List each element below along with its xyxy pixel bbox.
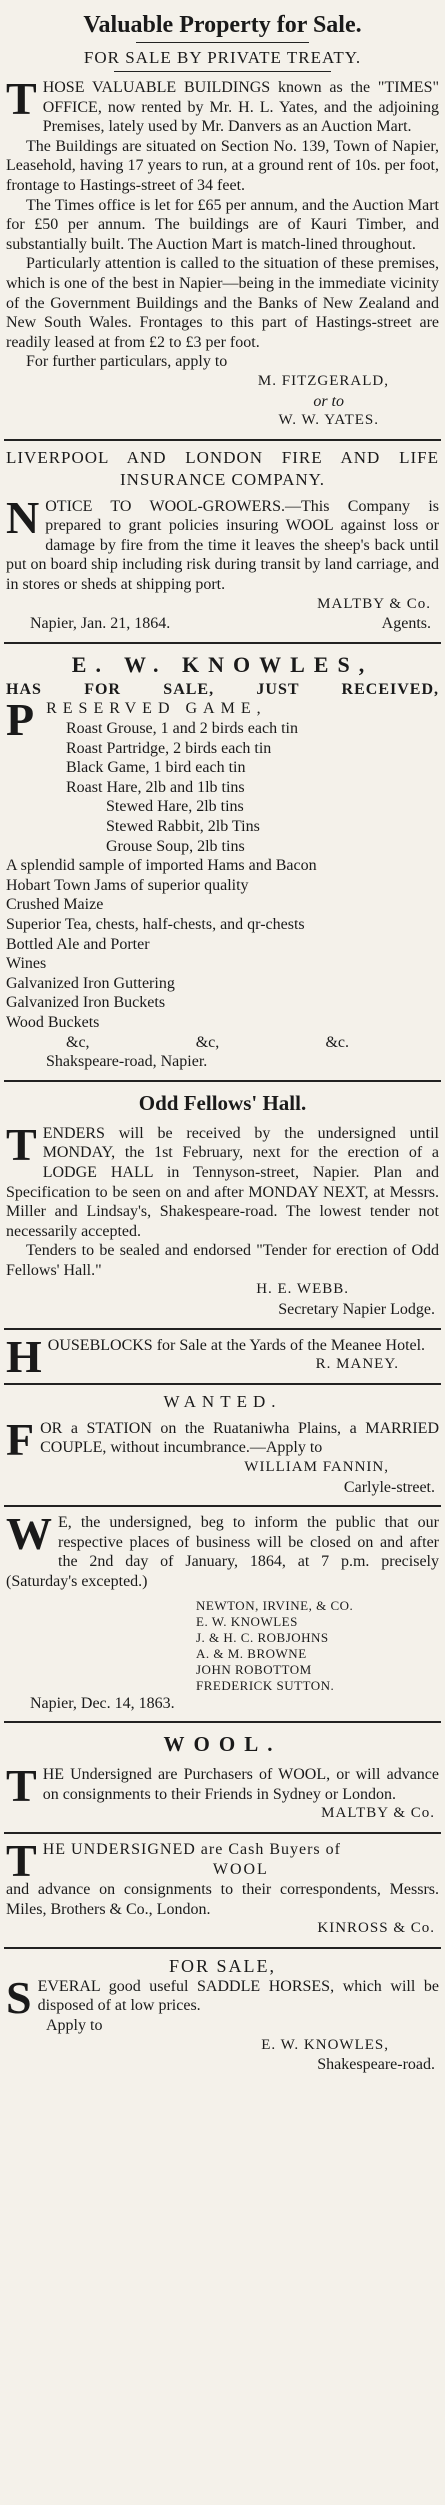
etc: &c. (325, 1033, 349, 1051)
signer: E. W. KNOWLES (196, 1613, 298, 1629)
list-item: Black Game, 1 bird each tin (66, 759, 246, 777)
agents-label: Agents. (381, 615, 431, 633)
signature: E. W. KNOWLES, (261, 2036, 389, 2053)
signer: JOHN ROBOTTOM (196, 1661, 312, 1677)
list-item: Stewed Hare, 2lb tins (106, 798, 244, 816)
divider (4, 1721, 441, 1723)
paragraph: Tenders to be sealed and endorsed "Tender for erection of Odd Fellows' Hall." (6, 1242, 439, 1279)
address: Shakspeare-road, Napier. (46, 1053, 208, 1071)
ad-title: Odd Fellows' Hall. (138, 1090, 307, 1115)
wool-word: WOOL (212, 1860, 269, 1878)
etc-row (6, 1033, 439, 1053)
list-item: Wines (6, 955, 47, 973)
list-item: A splendid sample of imported Hams and Bacon (6, 857, 317, 875)
signature-address: Carlyle-street. (343, 1478, 435, 1496)
ad-subtitle: FOR SALE BY PRIVATE TREATY. (83, 48, 362, 67)
paragraph: For further particulars, apply to (26, 353, 228, 371)
paragraph: Particularly attention is called to the situation of these premises, which is one of the best in Napier—being in the immediate vicinity of the Government Buildings and the Banks of New Zealand and New South Wales. Frontages to this part of Hastings-street are readily leased at from £2 to £3 per foot. (6, 255, 439, 351)
paragraph: EVERAL good useful SADDLE HORSES, which will be disposed of at low prices. (37, 1977, 439, 2015)
etc: &c, (195, 1033, 220, 1051)
drop-cap: T (6, 1760, 37, 1812)
signature-or: or to (313, 392, 344, 410)
drop-cap: F (6, 1413, 35, 1465)
paragraph: HE Undersigned are Purchasers of WOOL, or will advance on consignments to their Friends in Sydney or London. (42, 1766, 439, 1803)
signature-address: Shakespeare-road. (317, 2056, 435, 2074)
signature: WILLIAM FANNIN, (244, 1459, 389, 1476)
drop-cap: P (6, 694, 41, 746)
ad-houseblocks (4, 1332, 441, 1381)
list-item: Wood Buckets (6, 1013, 100, 1031)
paragraph: ENDERS will be received by the undersigned until MONDAY, the 1st February, next for the erection of a LODGE HALL in Tennyson-street, Napier. Plan and Specification to be seen on and after MONDAY NEXT, at Messrs. Miller and Lindsay's, Shakespeare-road. The lowest tender not necessarily accepted. (6, 1124, 439, 1240)
list-item: Crushed Maize (6, 896, 104, 914)
drop-cap: T (6, 1118, 37, 1170)
signature: KINROSS & Co. (317, 1920, 435, 1937)
divider (4, 1080, 441, 1082)
paragraph: E, the undersigned, beg to inform the public that our respective places of business will be closed on and after the 2nd day of January, 1864, at 7 p.m. precisely (Saturday's excepted.) (6, 1514, 439, 1590)
has-for-sale: HAS FOR SALE, JUST RECEIVED, (6, 680, 439, 698)
divider (4, 1505, 441, 1507)
divider (114, 71, 331, 72)
list-item: Stewed Rabbit, 2lb Tins (106, 818, 260, 835)
ad-title: WOOL. (163, 1732, 282, 1757)
divider (4, 1328, 441, 1330)
ad-knowles-goods (4, 646, 441, 1078)
ad-title: Valuable Property for Sale. (83, 12, 362, 38)
list-item: Grouse Soup, 2lb tins (106, 837, 245, 855)
signature-title: Secretary Napier Lodge. (278, 1301, 435, 1319)
signature: MALTBY & Co. (317, 595, 431, 612)
divider (4, 1832, 441, 1834)
ad-title: LIVERPOOL AND LONDON FIRE AND LIFE INSURANCE COMPANY. (6, 447, 439, 489)
signature: M. FITZGERALD, (257, 372, 389, 389)
ad-title: FOR SALE, (168, 1955, 276, 1976)
ad-cash-buyers (4, 1836, 441, 1945)
item-list (6, 797, 439, 856)
signature: W. W. YATES. (278, 412, 379, 429)
drop-cap: S (6, 1971, 32, 2023)
paragraph: and advance on consignments to their correspondents, Messrs. Miles, Brothers & Co., London. (6, 1880, 439, 1918)
list-item: Superior Tea, chests, half-chests, and qr-chests (6, 915, 305, 933)
place-date-row (6, 614, 439, 634)
divider (4, 1947, 441, 1949)
divider (4, 1383, 441, 1385)
signer: J. & H. C. ROBJOHNS (196, 1629, 329, 1645)
drop-cap: N (6, 491, 40, 543)
paragraph: HE UNDERSIGNED are Cash Buyers of (42, 1840, 341, 1858)
ad-title: E. W. KNOWLES, (71, 651, 374, 677)
ad-wanted (4, 1387, 441, 1503)
ad-saddle-horses (4, 1951, 441, 2081)
list-item: Galvanized Iron Buckets (6, 994, 166, 1012)
etc: &c, (66, 1033, 90, 1051)
list-item: Hobart Town Jams of superior quality (6, 876, 249, 894)
place-date: Napier, Jan. 21, 1864. (30, 615, 171, 633)
list-item: Roast Hare, 2lb and 1lb tins (66, 778, 245, 796)
paragraph: The Times office is let for £65 per annum, and the Auction Mart for £50 per annum. The buildings are of Kauri Timber, and substantially built. The Auction Mart is match-lined throughout. (6, 196, 439, 253)
paragraph: The Buildings are situated on Section No. 139, Town of Napier, Leasehold, having 17 years to run, at a ground rent of 10s. per foot, frontage to Hastings-street of 34 feet. (6, 137, 439, 194)
paragraph: HOSE VALUABLE BUILDINGS known as the "TIMES" OFFICE, now rented by Mr. H. L. Yates, and the adjoining Premises, lately used by Mr. Danvers as an Auction Mart. (42, 79, 439, 136)
list-item: Roast Partridge, 2 birds each tin (66, 739, 272, 757)
signature: MALTBY & Co. (321, 1805, 435, 1822)
ad-valuable-property (4, 6, 441, 437)
drop-cap: W (6, 1508, 52, 1560)
signature: R. MANEY. (315, 1356, 399, 1373)
newspaper-column (4, 0, 441, 2081)
ad-odd-fellows (4, 1084, 441, 1326)
drop-cap: T (6, 1834, 37, 1886)
divider (136, 42, 309, 43)
list-item: Roast Grouse, 1 and 2 birds each tin (66, 720, 298, 738)
ad-wool-purchasers (4, 1725, 441, 1830)
drop-cap: T (6, 73, 37, 124)
ad-insurance (4, 443, 441, 640)
divider (4, 642, 441, 644)
paragraph: OR a STATION on the Ruataniwha Plains, a MARRIED COUPLE, without incumbrance.—Apply to (40, 1419, 439, 1457)
ad-closing-notice (4, 1509, 441, 1719)
list-item: Galvanized Iron Guttering (6, 974, 175, 992)
divider (4, 439, 441, 441)
apply-to: Apply to (46, 2016, 103, 2034)
item-list (6, 856, 439, 1032)
item-list (6, 719, 439, 797)
signer: FREDERICK SUTTON. (196, 1677, 335, 1693)
paragraph: OTICE TO WOOL-GROWERS.—This Company is prepared to grant policies insuring WOOL against loss or damage by fire from the time it leaves the sheep's back until put on board ship including risk during transit by land carriage, and in stores or sheds at shipping port. (6, 497, 439, 594)
preserved-game: RESERVED GAME, (46, 700, 267, 718)
signer: NEWTON, IRVINE, & CO. (196, 1597, 354, 1613)
signer: A. & M. BROWNE (196, 1645, 307, 1661)
paragraph: OUSEBLOCKS for Sale at the Yards of the Meanee Hotel. (47, 1336, 426, 1354)
drop-cap: H (6, 1330, 42, 1382)
place-date: Napier, Dec. 14, 1863. (30, 1694, 175, 1712)
list-item: Bottled Ale and Porter (6, 935, 150, 953)
ad-title: WANTED. (163, 1391, 282, 1411)
signer-list (6, 1598, 439, 1694)
signature: H. E. WEBB. (256, 1281, 349, 1298)
